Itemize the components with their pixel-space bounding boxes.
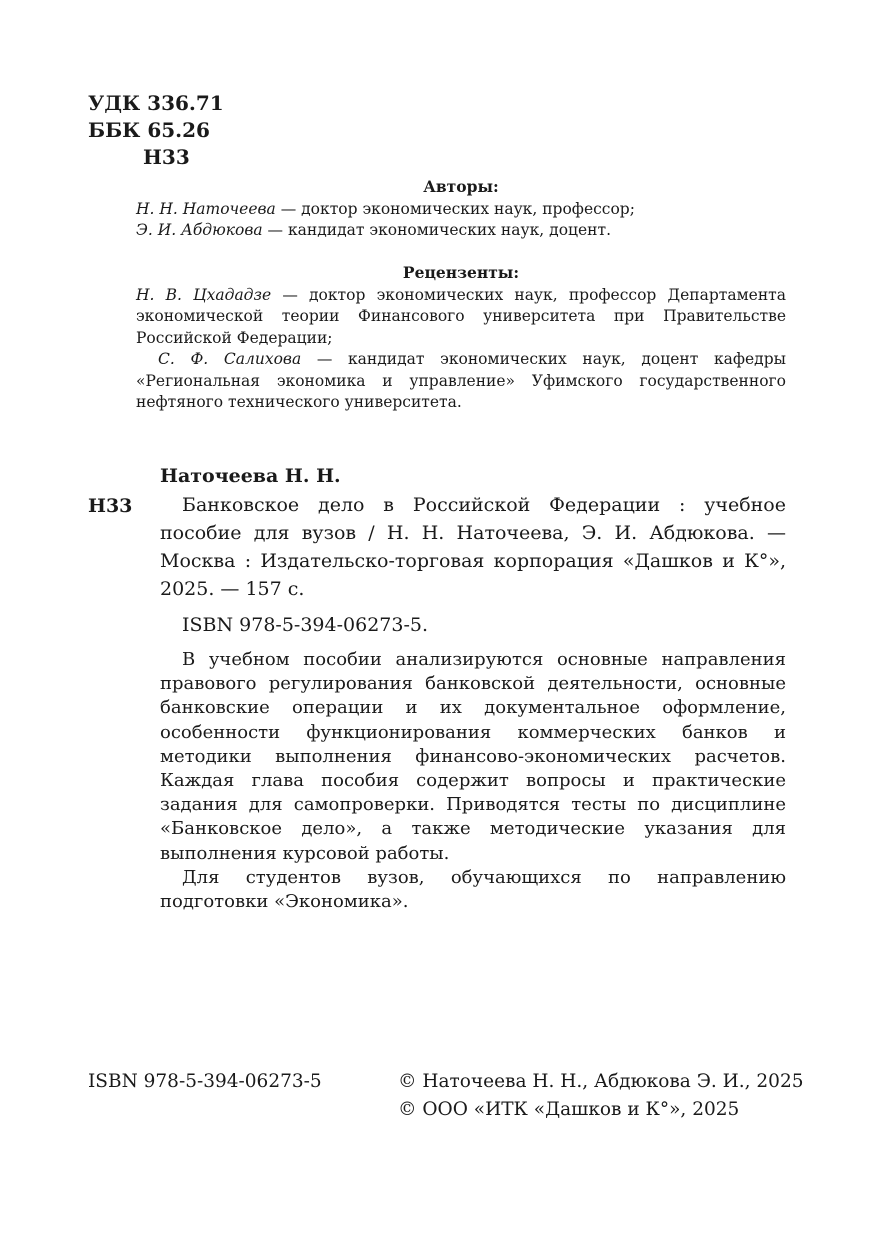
authors-section	[136, 176, 786, 242]
biblio-mark: Н33	[88, 495, 133, 517]
udk-code: УДК 336.71	[88, 91, 224, 115]
reviewer-desc: — кандидат экономических наук, доцент кафедры «Региональная экономика и управление» Уфимского государственного нефтяного технического университета.	[136, 350, 786, 411]
reviewer-name: С. Ф. Салихова	[158, 350, 302, 368]
author-entry	[136, 199, 786, 221]
author-desc: — кандидат экономических наук, доцент.	[262, 221, 612, 239]
bbk-code: ББК 65.26	[88, 118, 210, 142]
author-mark: Н33	[143, 145, 190, 169]
reviewers-section	[136, 262, 786, 414]
main-author: Наточеева Н. Н.	[160, 465, 341, 487]
author-entry	[136, 220, 786, 242]
annotation	[160, 648, 786, 914]
author-name: Н. Н. Наточеева	[136, 199, 276, 218]
copyright-block	[398, 1068, 803, 1124]
biblio-isbn: ISBN 978-5-394-06273-5.	[182, 614, 429, 636]
author-desc: — доктор экономических наук, профессор;	[275, 199, 635, 218]
author-name: Э. И. Абдюкова	[136, 221, 263, 239]
copyright-line: © ООО «ИТК «Дашков и К°», 2025	[398, 1099, 740, 1120]
authors-title: Авторы:	[423, 177, 499, 196]
annotation-paragraph: В учебном пособии анализируются основные направления правового регулирования банковской деятельности, основные банковские операции и их документальное оформление, особенности функционирования коммерческих банков и методики выполнения финансово-экономических расчетов. Каждая глава пособия содержит вопросы и практические задания для самопроверки. Приводятся тесты по дисциплине «Банковское дело», а также методические указания для выполнения курсовой работы.	[160, 649, 786, 864]
reviewer-entry	[136, 349, 786, 414]
classification-codes	[88, 90, 224, 171]
reviewer-entry	[136, 285, 786, 350]
annotation-paragraph: Для студентов вузов, обучающихся по направлению подготовки «Экономика».	[160, 866, 786, 913]
footer-isbn: ISBN 978-5-394-06273-5	[88, 1071, 322, 1092]
reviewer-name: Н. В. Цхададзе	[136, 285, 272, 304]
biblio-description	[160, 491, 786, 639]
reviewers-title: Рецензенты:	[402, 263, 520, 282]
copyright-line: © Наточеева Н. Н., Абдюкова Э. И., 2025	[398, 1071, 804, 1092]
reviewer-desc: — доктор экономических наук, профессор Департамента экономической теории Финансового университета при Правительстве Российской Федерации;	[136, 285, 786, 347]
biblio-text: Банковское дело в Российской Федерации : учебное пособие для вузов / Н. Н. Наточеева, Э. И. Абдюкова. — Москва : Издательско-торговая корпорация «Дашков и К°», 2025. — 157 с.	[160, 494, 786, 600]
